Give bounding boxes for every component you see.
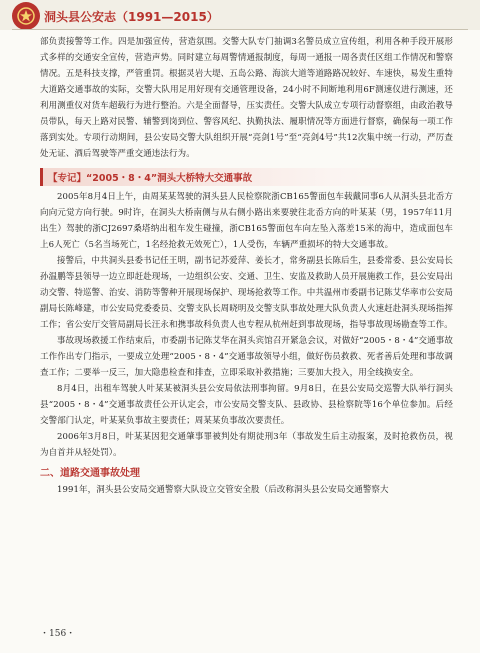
rescue-paragraph: 接警后，中共洞头县委书记任王明，副书记苏爱萍、姜长才，常务副县长陈后生，县委常委、县公安局长孙温鹏等县领导一边立即赶赴现场，一边组织公安、交通、卫生、安监及救助人员开展施救工作，县公安局出动交警、特巡警、治安、消防等警种开展现场保护、现场抢救等工作。中共温州市委副书记陈艾华率市公安局副局长陈峰建，市公安局党委委员、交警支队长周晓明及交警支队事故处理大队负责人火速赶赴洞头现场指挥工作；省公安厅交管局副局长汪永和携事故科负责人也专程从杭州赶到事故现场，指导事故现场勘查等工作。 bbox=[40, 256, 453, 330]
spacer bbox=[40, 162, 453, 166]
special-record-heading bbox=[40, 168, 453, 186]
page-body bbox=[40, 34, 453, 498]
accident-paragraph: 2005年8月4日上午，由周某某驾驶的洞头县人民检察院浙CB165警面包车载戴同事6人从洞头县北岙方向向元觉方向行驶。9时许，在洞头大桥南侧与从右侧小路出来要驶往北岙方向的叶某某（男，1957年11月出生）驾驶的浙CJ2697桑塔纳出租车发生碰撞，浙CB165警面包车向左坠入落差15米的海中，造成面包车上6人死亡（5名当场死亡，1名经抢救无效死亡），1人受伤，车辆严重损坏的特大交通事故。 bbox=[40, 192, 453, 250]
page-header bbox=[0, 0, 480, 30]
book-title: 洞头县公安志（1991—2015） bbox=[44, 10, 219, 24]
paragraph-continued: 部负责接警等工作。四是加强宣传，营造氛围。交警大队专门抽调3名警员成立宣传组，利用各种手段开展形式多样的交通安全宣传，营造声势。同时建立每周警情通报制度，每周一通报一周各责任区组工作情况和警察情况。五是科技支撑，严管重罚。根据灵岩大堤、五岛公路、海滨大道等道路路况较好、车速快，易发生重特大道路交通事故的实际，交警大队用足用好现有交通管理设备，24小时不间断地利用6F测速仪进行测速，还利用测重仪对货车超载行为进行整治。六是全面督导，压实责任。交警大队成立专项行动督察组，由政治教导员带队，每天上路对民警、辅警到岗到位、警容风纪、执勤执法、履职情况等方面进行督察，确保每一项工作落到实处。专项行动期间，县公安局交警大队组织开展“亮剑1号”至“亮剑4号”共12次集中统一行动，严厉查处无证、酒后驾驶等严重交通违法行为。 bbox=[40, 37, 453, 159]
special-record-title: 【专记】“2005・8・4”洞头大桥特大交通事故 bbox=[48, 173, 253, 184]
section-title: 二、道路交通事故处理 bbox=[40, 468, 140, 479]
section-heading bbox=[40, 463, 453, 480]
header-divider bbox=[12, 29, 468, 30]
page-number: ・156・ bbox=[40, 629, 76, 639]
liability-paragraph: 8月4日，出租车驾驶人叶某某被洞头县公安局依法刑事拘留。9月8日，在县公安局交巡警大队举行洞头县“2005・8・4”交通事故责任公开认定会，市公安局交警支队、县政协、县检察院等16个单位参加。后经交警部门认定，叶某某负事故主要责任；周某某负事故次要责任。 bbox=[40, 384, 453, 426]
meeting-paragraph: 事故现场救援工作结束后，市委副书记陈艾华在洞头宾馆召开紧急会议，对做好“2005・8・4”交通事故工作作出专门指示，一要成立处理“2005・8・4”交通事故领导小组，做好伤员救救、死者善后处理和事故调查工作；二要举一反三，加大隐患检查和排查，立即采取补救措施；三要加大投入，用全线换安全。 bbox=[40, 336, 453, 378]
verdict-paragraph: 2006年3月8日，叶某某因犯交通肇事罪被判处有期徒刑3年（事故发生后主动报案，及时抢救伤员，视为自首并从轻处罚）。 bbox=[40, 432, 453, 458]
police-emblem-icon bbox=[12, 2, 40, 30]
emblem-glyph bbox=[16, 6, 36, 26]
section-paragraph: 1991年，洞头县公安局交通警察大队设立交管安全股（后改称洞头县公安局交通警察大 bbox=[57, 485, 389, 495]
